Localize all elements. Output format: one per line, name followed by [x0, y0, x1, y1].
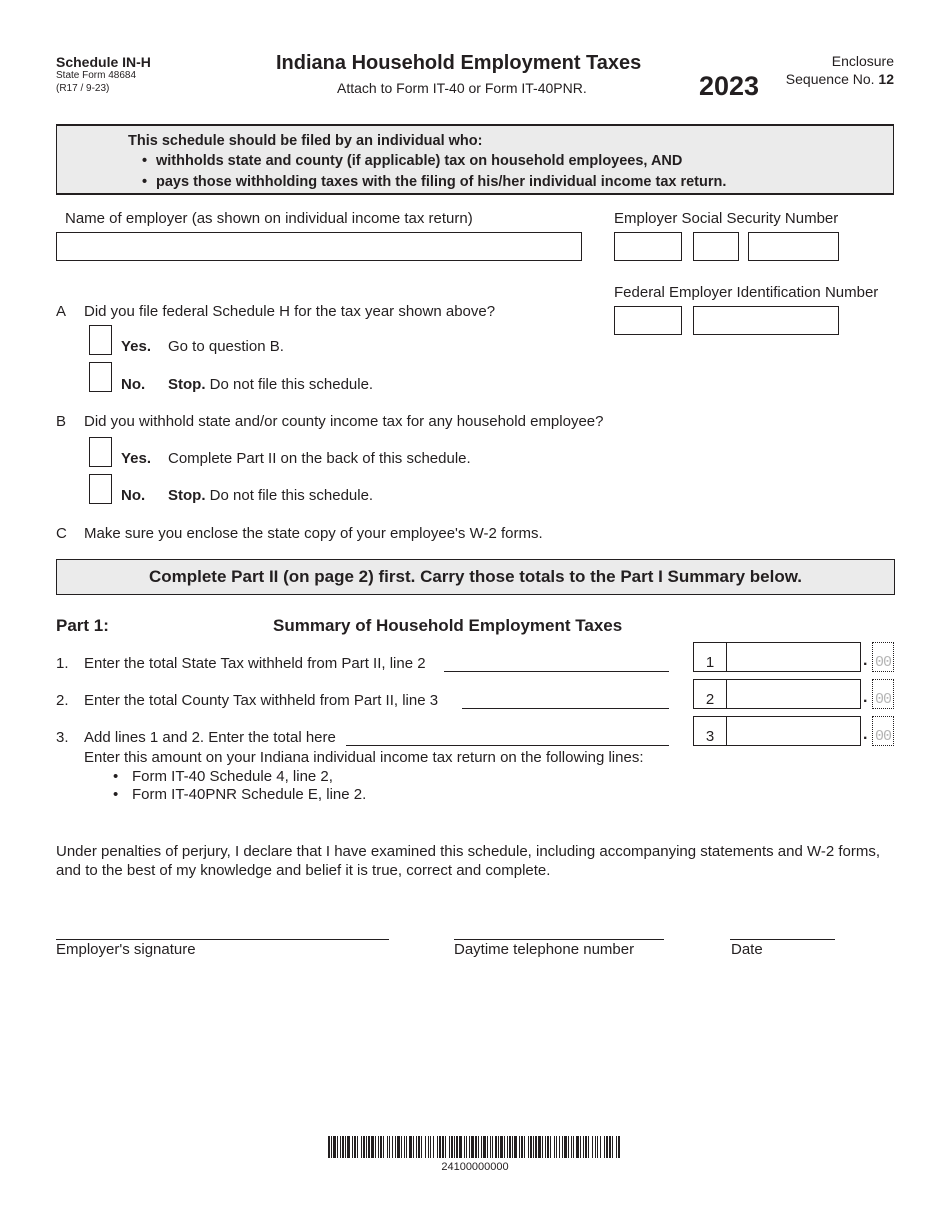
page-title: Indiana Household Employment Taxes	[276, 52, 642, 74]
barcode-bar	[509, 1136, 511, 1158]
barcode-bar	[571, 1136, 572, 1158]
part1-title: Summary of Household Employment Taxes	[273, 616, 623, 635]
phone-line[interactable]	[454, 939, 664, 940]
barcode-bar	[378, 1136, 379, 1158]
line-2-number: 2.	[56, 692, 69, 709]
barcode-bar	[604, 1136, 605, 1158]
ssn-part-1-input[interactable]	[614, 232, 682, 261]
barcode-bar	[519, 1136, 520, 1158]
barcode-bar	[609, 1136, 611, 1158]
barcode-bar	[597, 1136, 598, 1158]
barcode-bar	[521, 1136, 523, 1158]
barcode-bar	[564, 1136, 567, 1158]
barcode-bar	[490, 1136, 491, 1158]
question-a-yes-checkbox[interactable]	[89, 325, 112, 355]
ssn-part-3-input[interactable]	[748, 232, 839, 261]
line-2-amount-input[interactable]	[726, 679, 861, 709]
barcode-bar	[562, 1136, 563, 1158]
barcode-bar	[487, 1136, 488, 1158]
sequence-number	[786, 71, 894, 87]
barcode-bar	[464, 1136, 465, 1158]
barcode-bar	[383, 1136, 384, 1158]
notice-intro: This schedule should be filed by an individual who:	[128, 133, 483, 149]
barcode-bar	[559, 1136, 560, 1158]
barcode-bar	[375, 1136, 376, 1158]
barcode-bar	[585, 1136, 587, 1158]
barcode-bar	[512, 1136, 513, 1158]
filing-notice	[56, 124, 894, 195]
barcode-bar	[504, 1136, 505, 1158]
barcode-bar	[425, 1136, 426, 1158]
barcode-bar	[389, 1136, 390, 1158]
barcode-bar	[573, 1136, 574, 1158]
barcode	[328, 1136, 620, 1158]
line-2-cents: 00	[872, 679, 894, 709]
barcode-bar	[595, 1136, 596, 1158]
barcode-bar	[530, 1136, 532, 1158]
barcode-bar	[568, 1136, 569, 1158]
barcode-bar	[404, 1136, 405, 1158]
barcode-bar	[397, 1136, 400, 1158]
question-b-yes-text: Complete Part II on the back of this schedule.	[168, 450, 471, 467]
question-b-letter: B	[56, 413, 67, 430]
barcode-bar	[416, 1136, 417, 1158]
question-a-yes-text: Go to question B.	[168, 338, 284, 355]
stop-label: Stop.	[168, 376, 206, 393]
barcode-bar	[421, 1136, 422, 1158]
tax-year: 2023	[699, 71, 760, 101]
barcode-bar	[545, 1136, 546, 1158]
barcode-bar	[337, 1136, 338, 1158]
line-1-text: Enter the total State Tax withheld from Part II, line 2	[84, 655, 426, 672]
date-label: Date	[731, 941, 763, 958]
barcode-bar	[612, 1136, 613, 1158]
barcode-bar	[342, 1136, 344, 1158]
question-b-yes-label: Yes.	[121, 450, 152, 467]
barcode-bar	[466, 1136, 467, 1158]
question-a-yes-label: Yes.	[121, 338, 152, 355]
line-3-bullet: Form IT-40PNR Schedule E, line 2.	[132, 786, 367, 803]
question-a-no-checkbox[interactable]	[89, 362, 112, 392]
barcode-bar	[492, 1136, 493, 1158]
state-form-number: State Form 48684	[56, 70, 137, 81]
barcode-bar	[439, 1136, 441, 1158]
barcode-bar	[331, 1136, 332, 1158]
part1-label: Part 1:	[56, 616, 109, 635]
barcode-bar	[333, 1136, 336, 1158]
employer-name-input[interactable]	[56, 232, 582, 261]
fein-part-2-input[interactable]	[693, 306, 839, 335]
question-c-letter: C	[56, 525, 67, 542]
stop-label: Stop.	[168, 487, 206, 504]
barcode-bar	[592, 1136, 593, 1158]
barcode-bar	[361, 1136, 362, 1158]
barcode-bar	[437, 1136, 438, 1158]
line-3-number: 3.	[56, 729, 69, 746]
barcode-bar	[483, 1136, 486, 1158]
question-c-text: Make sure you enclose the state copy of your employee's W-2 forms.	[84, 525, 543, 542]
barcode-bar	[395, 1136, 396, 1158]
barcode-bar	[456, 1136, 458, 1158]
date-line[interactable]	[730, 939, 835, 940]
barcode-bar	[352, 1136, 353, 1158]
barcode-bar	[428, 1136, 429, 1158]
barcode-bar	[357, 1136, 358, 1158]
barcode-bar	[363, 1136, 365, 1158]
barcode-bar	[471, 1136, 474, 1158]
barcode-bar	[451, 1136, 453, 1158]
enclosure-label: Enclosure	[831, 53, 894, 69]
barcode-bar	[547, 1136, 549, 1158]
barcode-bar	[528, 1136, 529, 1158]
question-a-letter: A	[56, 303, 67, 320]
fein-part-1-input[interactable]	[614, 306, 682, 335]
line-3-amount-input[interactable]	[726, 716, 861, 746]
line-1-box-number: 1	[693, 642, 727, 672]
barcode-bar	[495, 1136, 497, 1158]
question-b-no-text	[168, 487, 373, 504]
line-3-cents: 00	[872, 716, 894, 746]
barcode-bar	[380, 1136, 382, 1158]
barcode-bar	[345, 1136, 346, 1158]
barcode-bar	[409, 1136, 412, 1158]
barcode-bar	[500, 1136, 503, 1158]
question-b-yes-checkbox[interactable]	[89, 437, 112, 467]
barcode-bar	[449, 1136, 450, 1158]
barcode-bar	[371, 1136, 374, 1158]
sequence-label: Sequence No.	[785, 71, 875, 87]
barcode-bar	[507, 1136, 508, 1158]
line-3-leader	[346, 745, 669, 746]
barcode-bar	[433, 1136, 434, 1158]
page-subtitle: Attach to Form IT-40 or Form IT-40PNR.	[337, 80, 587, 96]
line-3-box-number: 3	[693, 716, 727, 746]
barcode-bar	[406, 1136, 407, 1158]
question-a-no-label: No.	[121, 376, 146, 393]
line-2-box-number: 2	[693, 679, 727, 709]
notice-bullet: • pays those withholding taxes with the filing of his/her individual income tax return.	[156, 174, 726, 190]
decimal-point: .	[863, 652, 868, 669]
line-1-amount-input[interactable]	[726, 642, 861, 672]
barcode-bar	[606, 1136, 608, 1158]
barcode-number: 24100000000	[441, 1161, 509, 1173]
line-2-leader	[462, 708, 669, 709]
barcode-bar	[347, 1136, 350, 1158]
barcode-bar	[556, 1136, 557, 1158]
line-1-number: 1.	[56, 655, 69, 672]
barcode-bar	[481, 1136, 482, 1158]
question-a-no-text	[168, 376, 373, 393]
barcode-bar	[498, 1136, 499, 1158]
question-b-no-checkbox[interactable]	[89, 474, 112, 504]
barcode-bar	[535, 1136, 537, 1158]
barcode-bar	[618, 1136, 620, 1158]
line-3-bullet: Form IT-40 Schedule 4, line 2,	[132, 768, 333, 785]
ssn-part-2-input[interactable]	[693, 232, 739, 261]
question-a-text: Did you file federal Schedule H for the tax year shown above?	[84, 303, 496, 320]
barcode-bar	[392, 1136, 393, 1158]
barcode-bar	[413, 1136, 414, 1158]
barcode-bar	[550, 1136, 551, 1158]
barcode-bar	[580, 1136, 581, 1158]
question-b-no-label: No.	[121, 487, 146, 504]
line-2-text: Enter the total County Tax withheld from Part II, line 3	[84, 692, 439, 709]
barcode-bar	[469, 1136, 470, 1158]
barcode-bar	[533, 1136, 534, 1158]
barcode-bar	[401, 1136, 402, 1158]
employer-name-label: Name of employer (as shown on individual income tax return)	[65, 210, 473, 227]
decimal-point: .	[863, 726, 868, 743]
barcode-bar	[616, 1136, 617, 1158]
barcode-bar	[454, 1136, 455, 1158]
barcode-bar	[442, 1136, 444, 1158]
perjury-declaration: Under penalties of perjury, I declare that I have examined this schedule, including accompanying statements and W-2 forms, and to the best of my knowledge and belief it is true, correct and complete.	[56, 843, 881, 879]
form-revision: (R17 / 9-23)	[56, 83, 110, 94]
schedule-name: Schedule IN-H	[56, 54, 151, 70]
barcode-bar	[514, 1136, 517, 1158]
decimal-point: .	[863, 689, 868, 706]
barcode-bar	[583, 1136, 584, 1158]
barcode-bar	[554, 1136, 555, 1158]
employer-signature-label: Employer's signature	[56, 941, 196, 958]
line-3-text: Add lines 1 and 2. Enter the total here	[84, 729, 336, 746]
barcode-bar	[340, 1136, 341, 1158]
barcode-bar	[538, 1136, 541, 1158]
barcode-bar	[387, 1136, 388, 1158]
barcode-bar	[354, 1136, 356, 1158]
line-1-leader	[444, 671, 669, 672]
barcode-bar	[588, 1136, 589, 1158]
barcode-bar	[542, 1136, 543, 1158]
question-b-text: Did you withhold state and/or county income tax for any household employee?	[84, 413, 604, 430]
barcode-bar	[328, 1136, 330, 1158]
signature-line[interactable]	[56, 939, 389, 940]
sequence-value: 12	[878, 71, 894, 87]
barcode-bar	[366, 1136, 367, 1158]
stop-text: Do not file this schedule.	[209, 487, 374, 504]
barcode-bar	[418, 1136, 420, 1158]
line-3-note: Enter this amount on your Indiana individual income tax return on the following lines:	[84, 749, 644, 766]
barcode-bar	[368, 1136, 370, 1158]
line-3-bullet-marker: •	[113, 768, 119, 785]
ssn-label: Employer Social Security Number	[614, 210, 839, 227]
phone-label: Daytime telephone number	[454, 941, 635, 958]
line-3-bullet-marker: •	[113, 786, 119, 803]
barcode-bar	[524, 1136, 525, 1158]
barcode-bar	[475, 1136, 477, 1158]
barcode-bar	[430, 1136, 431, 1158]
fein-label: Federal Employer Identification Number	[614, 284, 879, 301]
stop-text: Do not file this schedule.	[209, 376, 374, 393]
barcode-bar	[459, 1136, 462, 1158]
barcode-bar	[600, 1136, 601, 1158]
barcode-bar	[576, 1136, 579, 1158]
barcode-bar	[445, 1136, 446, 1158]
barcode-bar	[478, 1136, 479, 1158]
line-1-cents: 00	[872, 642, 894, 672]
notice-bullet: • withholds state and county (if applicable) tax on household employees, AND	[156, 153, 682, 169]
part2-instruction-banner: Complete Part II (on page 2) first. Carry those totals to the Part I Summary below.	[56, 559, 895, 595]
